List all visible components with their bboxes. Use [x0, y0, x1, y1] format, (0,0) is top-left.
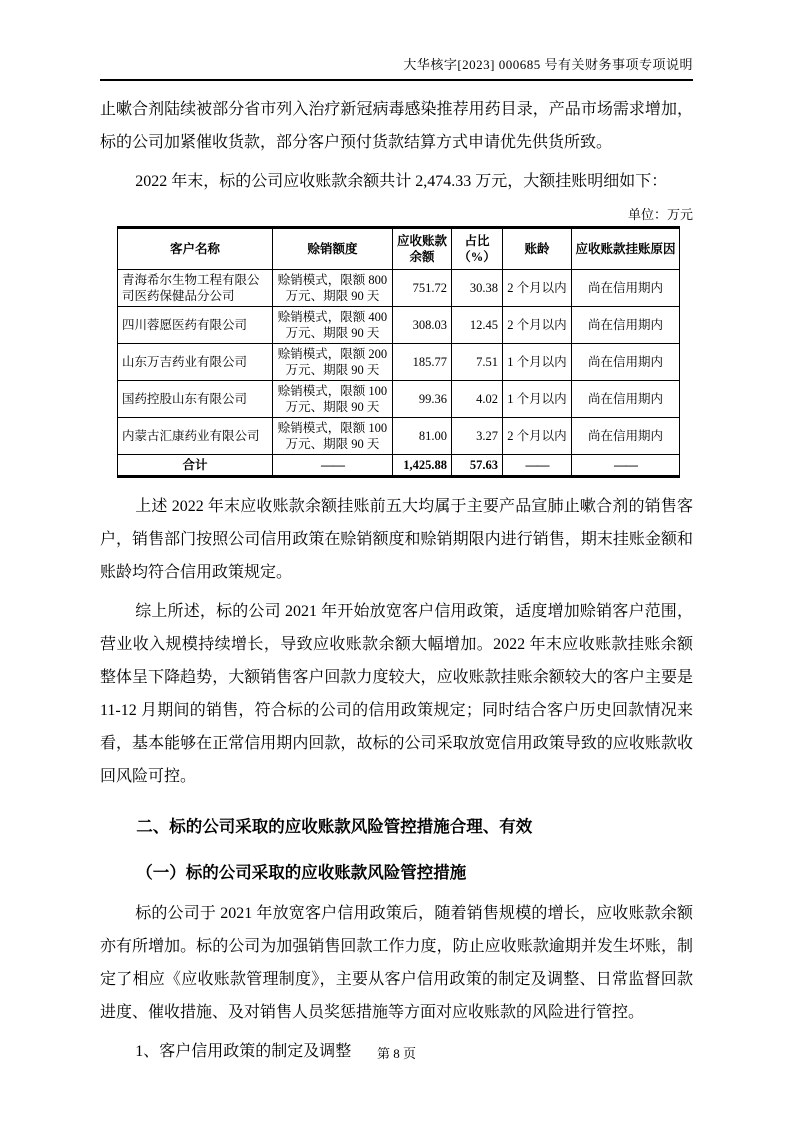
page-footer: 第 8 页 — [376, 1046, 416, 1061]
table-cell: 尚在信用期内 — [572, 307, 680, 344]
table-total-cell: 合计 — [118, 455, 273, 477]
section-heading-risk-control: 二、标的公司采取的应收账款风险管控措施合理、有效 — [136, 817, 533, 836]
table-cell: 赊销模式，限额 400 万元、期限 90 天 — [273, 307, 393, 344]
table-cell: 赊销模式，限额 200 万元、期限 90 天 — [273, 344, 393, 381]
table-row — [118, 381, 680, 418]
table-cell: 尚在信用期内 — [572, 270, 680, 307]
receivables-detail-table — [117, 226, 680, 478]
table-cell: 308.03 — [393, 307, 452, 344]
table-cell: 12.45 — [452, 307, 503, 344]
table-cell: 2 个月以内 — [503, 418, 572, 455]
list-item-heading-credit-policy: 1、客户信用政策的制定及调整 — [135, 1043, 352, 1060]
table-cell: 山东万吉药业有限公司 — [118, 344, 273, 381]
table-row — [118, 418, 680, 455]
table-header-row — [118, 228, 680, 270]
table-cell: 尚在信用期内 — [572, 344, 680, 381]
table-cell: 30.38 — [452, 270, 503, 307]
table-cell: 81.00 — [393, 418, 452, 455]
table-cell: 赊销模式，限额 100 万元、期限 90 天 — [273, 418, 393, 455]
table-cell: 四川蓉愿医药有限公司 — [118, 307, 273, 344]
col-header-customer-name: 客户名称 — [118, 228, 273, 270]
paragraph-top5-analysis: 上述 2022 年末应收账款余额挂账前五大均属于主要产品宣肺止嗽合剂的销售客户，销售部门按照公司信用政策在赊销额度和赊销期限内进行销售，期末挂账金额和账龄均符合信用政策规定。 — [100, 498, 693, 581]
paragraph-conclusion: 综上所述，标的公司 2021 年开始放宽客户信用政策，适度增加赊销客户范围，营业收入规模持续增长，导致应收账款余额大幅增加。2022 年末应收账款挂账余额整体呈下降趋势，大额销售客户回款力度较大，应收账款挂账余额较大的客户主要是 11-12 月期间的销售，符合标的公司的信用政策规定；同时结合客户历史回款情况来看，基本能够在正常信用期内回款，故标的公司采取放宽信用政策导致的应收账款收回风险可控。 — [100, 603, 693, 785]
table-cell: 赊销模式，限额 800 万元、期限 90 天 — [273, 270, 393, 307]
table-total-cell: —— — [503, 455, 572, 477]
table-total-cell: 57.63 — [452, 455, 503, 477]
table-total-cell: —— — [273, 455, 393, 477]
table-cell: 内蒙古汇康药业有限公司 — [118, 418, 273, 455]
table-total-cell: 1,425.88 — [393, 455, 452, 477]
table-cell: 青海希尔生物工程有限公司医药保健品分公司 — [118, 270, 273, 307]
table-total-cell: —— — [572, 455, 680, 477]
table-cell: 7.51 — [452, 344, 503, 381]
document-reference: 大华核字[2023] 000685 号有关财务事项专项说明 — [403, 57, 693, 72]
paragraph-receivables-total: 2022 年末，标的公司应收账款余额共计 2,474.33 万元，大额挂账明细如下： — [135, 173, 668, 190]
col-header-reason: 应收账款挂账原因 — [572, 228, 680, 270]
header-divider — [100, 79, 693, 81]
table-row — [118, 270, 680, 307]
subsection-heading-measures: （一）标的公司采取的应收账款风险管控措施 — [136, 863, 467, 882]
table-cell: 尚在信用期内 — [572, 418, 680, 455]
col-header-credit-limit: 赊销额度 — [273, 228, 393, 270]
table-cell: 99.36 — [393, 381, 452, 418]
table-cell: 3.27 — [452, 418, 503, 455]
table-cell: 751.72 — [393, 270, 452, 307]
col-header-receivable-balance: 应收账款余额 — [393, 228, 452, 270]
page-header — [100, 56, 693, 81]
table-cell: 尚在信用期内 — [572, 381, 680, 418]
table-unit-label: 单位：万元 — [627, 207, 693, 222]
paragraph-product-demand: 止嗽合剂陆续被部分省市列入治疗新冠病毒感染推荐用药目录，产品市场需求增加，标的公司加紧催收货款，部分客户预付货款结算方式申请优先供货所致。 — [100, 101, 693, 151]
table-cell: 4.02 — [452, 381, 503, 418]
paragraph-risk-management: 标的公司于 2021 年放宽客户信用政策后，随着销售规模的增长，应收账款余额亦有所增加。标的公司为加强销售回款工作力度，防止应收账款逾期并发生坏账，制定了相应《应收账款管理制度》，主要从客户信用政策的制定及调整、日常监督回款进度、催收措施、及对销售人员奖惩措施等方面对应收账款的风险进行管控。 — [100, 905, 693, 1021]
table-cell: 2 个月以内 — [503, 307, 572, 344]
table-cell: 国药控股山东有限公司 — [118, 381, 273, 418]
table-cell: 赊销模式，限额 100 万元、期限 90 天 — [273, 381, 393, 418]
col-header-proportion: 占比（%） — [452, 228, 503, 270]
table-row — [118, 307, 680, 344]
table-cell: 2 个月以内 — [503, 270, 572, 307]
table-row — [118, 344, 680, 381]
col-header-aging: 账龄 — [503, 228, 572, 270]
table-cell: 1 个月以内 — [503, 344, 572, 381]
table-cell: 1 个月以内 — [503, 381, 572, 418]
table-total-row — [118, 455, 680, 477]
table-cell: 185.77 — [393, 344, 452, 381]
